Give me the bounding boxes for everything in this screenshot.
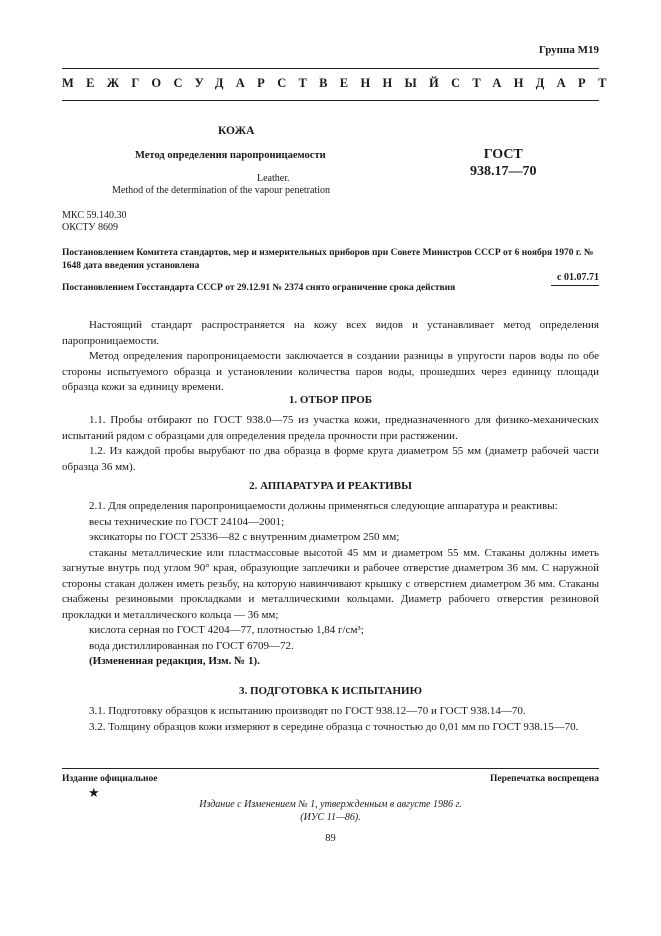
date-underline — [551, 285, 599, 286]
list-item: стаканы металлические или пластмассовые высотой 45 мм и диаметром 55 мм. Стаканы должны иметь загнутые внутрь под углом 90° края, образующие заплечики и рабочее отверстие диаметром 36 мм. С наружной стороны стакан должен иметь резьбу, на которую навинчивают крышку с отверстием диаметром 36 мм. Стаканы снабжены резиновыми прокладками и металлическими кольцами. Диаметр рабочего отверстия резиновой прокладки и металлического кольца — 36 мм; — [62, 546, 599, 621]
reprint-prohibited-label: Перепечатка воспрещена — [489, 774, 599, 784]
section-body — [62, 413, 599, 475]
introduction-date: с 01.07.71 — [557, 272, 599, 283]
interstate-word: МЕЖГОСУДАРСТВЕННЫЙ — [62, 76, 452, 90]
section-title: 2. АППАРАТУРА И РЕАКТИВЫ — [249, 480, 412, 492]
decree-text-2: Постановлением Госстандарта СССР от 29.12.91 № 2374 снято ограничение срока действия — [62, 283, 456, 293]
mks-code: МКС 59.140.30 — [62, 210, 127, 221]
footer-rule — [62, 768, 599, 769]
interstate-standard-banner — [62, 76, 619, 91]
list-item: кислота серная по ГОСТ 4204—77, плотностью 1,84 г/см³; — [89, 624, 364, 636]
list-item: вода дистиллированная по ГОСТ 6709—72. — [89, 639, 294, 652]
intro-text — [62, 318, 599, 396]
section-title: 3. ПОДГОТОВКА К ИСПЫТАНИЮ — [239, 685, 422, 697]
okstu-code: ОКСТУ 8609 — [62, 222, 119, 233]
edition-line: Издание с Изменением № 1, утвержденным в августе 1986 г. — [199, 799, 462, 810]
group-label: Группа М19 — [538, 44, 599, 56]
decree-text: Постановлением Комитета стандартов, мер и измерительных приборов при Совете Министров СССР от 6 ноября 1970 г. № 1648 дата введения установлена — [62, 248, 594, 271]
gost-number: 938.17—70 — [470, 164, 537, 179]
paragraph: 1.2. Из каждой пробы вырубают по два образца в форме круга диаметром 55 мм (диаметр рабочей части образца 36 мм). — [62, 445, 599, 473]
paragraph: 3.1. Подготовку образцов к испытанию производят по ГОСТ 938.12—70 и ГОСТ 938.14—70. — [89, 705, 526, 717]
page-number: 89 — [325, 833, 336, 844]
subtitle-en: Method of the determination of the vapour penetration — [112, 185, 330, 196]
header-bottom-rule — [62, 100, 599, 101]
paragraph: 1.1. Пробы отбирают по ГОСТ 938.0—75 из участка кожи, предназначенного для физико-механических испытаний рядом с образцами для определения предела прочности при растяжении. — [62, 414, 599, 442]
list-item: эксикаторы по ГОСТ 25336—82 с внутренним диаметром 250 мм; — [89, 531, 400, 543]
classification-codes — [62, 210, 126, 234]
title-ru: КОЖА — [218, 125, 255, 137]
edition-note — [0, 798, 661, 824]
intro-paragraph: Настоящий стандарт распространяется на кожу всех видов и устанавливает метод определения паропроницаемости. — [62, 319, 599, 347]
official-edition-label: Издание официальное — [62, 774, 158, 784]
title-en: Leather. — [257, 173, 290, 184]
list-item: весы технические по ГОСТ 24104—2001; — [89, 515, 285, 528]
paragraph: 3.2. Толщину образцов кожи измеряют в середине образца с точностью до 0,01 мм по ГОСТ 938.15—70. — [89, 720, 579, 733]
star-icon: ★ — [88, 785, 100, 800]
edition-line: (ИУС 11—86). — [300, 812, 361, 823]
intro-paragraph: Метод определения паропроницаемости заключается в создании разницы в упругости паров воды по обе стороны испытуемого образца и установлении количества паров воды, прошедших через единицу площади образца кожи за единицу времени. — [62, 350, 599, 393]
section-title: 1. ОТБОР ПРОБ — [288, 394, 373, 406]
section-body — [62, 704, 599, 735]
header-top-rule — [62, 68, 599, 69]
standard-word: СТАНДАРТ — [451, 76, 619, 90]
section-body — [62, 499, 599, 670]
gost-label: ГОСТ — [483, 147, 523, 162]
subtitle-ru: Метод определения паропроницаемости — [135, 150, 326, 161]
amendment-note: (Измененная редакция, Изм. № 1). — [89, 655, 260, 667]
gost-code — [470, 146, 537, 180]
paragraph: 2.1. Для определения паропроницаемости должны применяться следующие аппаратура и реактивы: — [89, 500, 558, 512]
